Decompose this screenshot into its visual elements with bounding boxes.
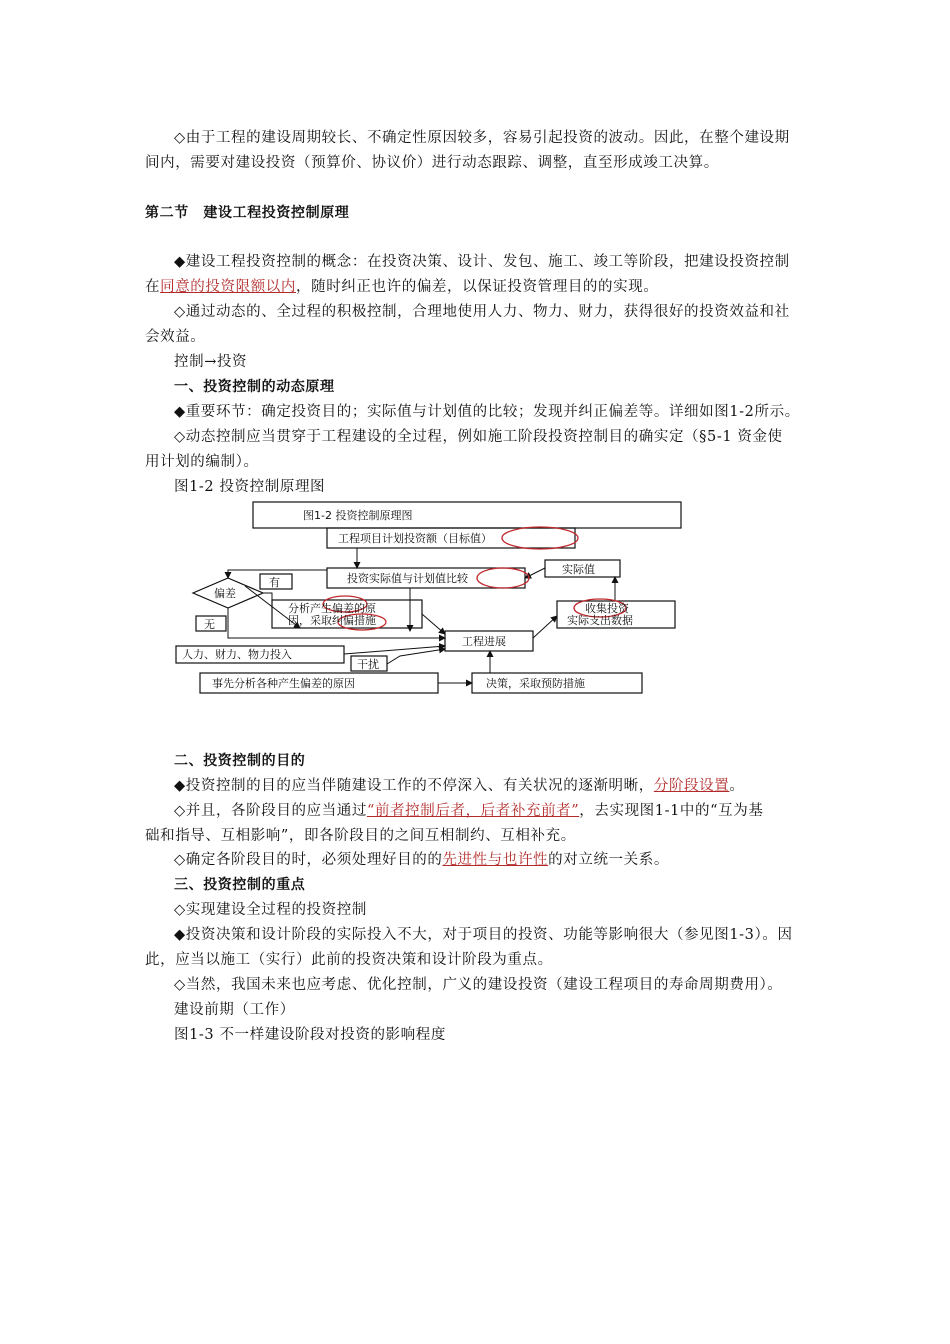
p11-line1: ◆投资决策和设计阶段的实际投入不大，对于项目的投资、功能等影响很大（参见图1-3）。因 (174, 927, 793, 943)
figure-caption-2: 图1-3 不一样建设阶段对投资的影响程度 (174, 1027, 446, 1043)
p1-line2: 间内，需要对建设投资（预算价、协议价）进行动态跟踪、调整，直至形成竣工决算。 (145, 155, 719, 171)
p7-post: 。 (729, 778, 745, 794)
diagram-title: 图1-2 投资控制原理图 (303, 509, 413, 522)
figure-caption-1: 图1-2 投资控制原理图 (174, 479, 326, 495)
resources-label: 人力、财力、物力投入 (182, 648, 292, 661)
compare-label: 投资实际值与计划值比较 (347, 572, 468, 585)
target-label: 工程项目计划投资额（目标值） (338, 532, 492, 545)
actual-value-label: 实际值 (562, 563, 595, 576)
p8-post: ，去实现图1-1中的“互为基 (579, 803, 764, 819)
p13: 建设前期（工作） (174, 1002, 295, 1018)
circle-mark-compare (477, 568, 529, 588)
p10: ◇实现建设全过程的投资控制 (174, 902, 367, 918)
p5: ◆重要环节：确定投资目的；实际值与计划值的比较；发现并纠正偏差等。详细如图1-2所示。 (174, 404, 800, 420)
p6-line2: 用计划的编制）。 (145, 454, 259, 470)
p2-line2 (145, 277, 658, 297)
investment-control-diagram (170, 496, 690, 702)
p4: 控制→投资 (174, 354, 248, 370)
deviation-label: 偏差 (214, 587, 236, 600)
p8-highlight: “前者控制后者，后者补充前者” (366, 803, 580, 819)
p2-pre: 在 (145, 279, 161, 295)
collect-label-1: 收集投资 (585, 602, 629, 615)
p12: ◇当然，我国未来也应考虑、优化控制，广义的建设投资（建设工程项目的寿命周期费用）。 (174, 977, 783, 993)
progress-label: 工程进展 (462, 635, 506, 648)
p2-post: ，随时纠正也许的偏差，以保证投资管理目的的实现。 (296, 279, 659, 295)
heading-2: 二、投资控制的目的 (174, 753, 306, 769)
preanalysis-label: 事先分析各种产生偏差的原因 (212, 677, 355, 690)
p9-highlight: 先进性与也许性 (442, 852, 549, 868)
analyze-label-1: 分析产生偏差的原 (288, 602, 376, 615)
p2-line1: ◆建设工程投资控制的概念：在投资决策、设计、发包、施工、竣工等阶段，把建设投资控制 (174, 254, 790, 270)
interference-label: 干扰 (357, 658, 379, 671)
p8-line2: 础和指导、互相影响”，即各阶段目的之间互相制约、互相补充。 (145, 828, 576, 844)
p8-pre: ◇并且，各阶段目的应当通过 (174, 803, 367, 819)
p9-post: 的对立统一关系。 (548, 852, 669, 868)
p11-line2: 此，应当以施工（实行）此前的投资决策和设计阶段为重点。 (145, 952, 553, 968)
p9-pre: ◇确定各阶段目的时，必须处理好目的的 (174, 852, 443, 868)
p1-line1: ◇由于工程的建设周期较长、不确定性原因较多，容易引起投资的波动。因此，在整个建设期 (174, 130, 790, 146)
heading-3: 三、投资控制的重点 (174, 877, 306, 893)
heading-1: 一、投资控制的动态原理 (174, 379, 335, 395)
section-title: 第二节 建设工程投资控制原理 (145, 205, 350, 221)
yes-label: 有 (269, 576, 280, 589)
circle-mark-target (502, 527, 578, 549)
p8-line1 (174, 801, 763, 821)
analyze-label-2: 因，采取纠偏措施 (288, 614, 376, 627)
p7 (174, 776, 744, 796)
p3-line1: ◇通过动态的、全过程的积极控制，合理地使用人力、物力、财力，获得很好的投资效益和社 (174, 304, 790, 320)
p3-line2: 会效益。 (145, 329, 206, 345)
p2-highlight: 同意的投资限额以内 (160, 279, 297, 295)
decision-label: 决策，采取预防措施 (486, 677, 585, 690)
p9 (174, 850, 669, 870)
p7-highlight: 分阶段设置 (653, 778, 730, 794)
p6-line1: ◇动态控制应当贯穿于工程建设的全过程，例如施工阶段投资控制目的确实定（§5-1 资金使 (174, 429, 783, 445)
no-label: 无 (204, 618, 215, 631)
p7-pre: ◆投资控制的目的应当伴随建设工作的不停深入、有关状况的逐渐明晰， (174, 778, 654, 794)
collect-label-2: 实际支出数据 (567, 614, 633, 627)
